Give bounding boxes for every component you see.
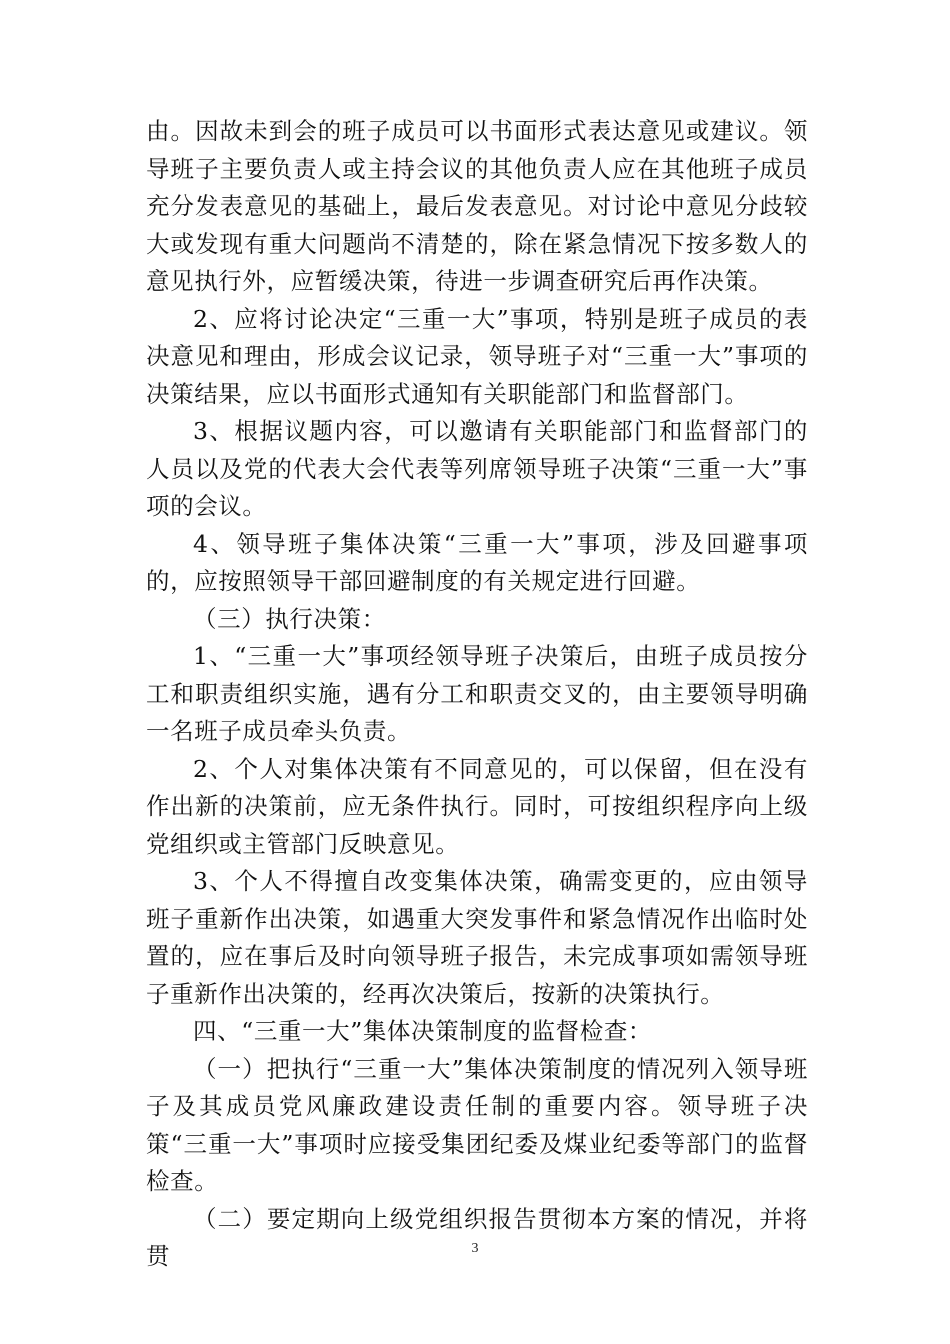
paragraph-item-4-recusal: 4、领导班子集体决策“三重一大”事项，涉及回避事项的，应按照领导干部回避制度的有关规定进行回避。 [146, 529, 808, 595]
section-heading-execute-decision: （三）执行决策： [193, 604, 386, 633]
document-body [146, 113, 808, 1276]
paragraph-exec-item-2: 2、个人对集体决策有不同意见的，可以保留，但在没有作出新的决策前，应无条件执行。同时，可按组织程序向上级党组织或主管部门反映意见。 [146, 754, 808, 858]
paragraph-exec-item-1: 1、“三重一大”事项经领导班子决策后，由班子成员按分工和职责组织实施，遇有分工和职责交叉的，由主要领导明确一名班子成员牵头负责。 [146, 642, 808, 745]
paragraph-supervision-item-1: （一）把执行“三重一大”集体决策制度的情况列入领导班子及其成员党风廉政建设责任制的重要内容。领导班子决策“三重一大”事项时应接受集团纪委及煤业纪委等部门的监督检查。 [146, 1054, 808, 1195]
paragraph-item-3-attendees: 3、根据议题内容，可以邀请有关职能部门和监督部门的人员以及党的代表大会代表等列席领导班子决策“三重一大”事项的会议。 [146, 417, 808, 520]
paragraph-continuation: 由。因故未到会的班子成员可以书面形式表达意见或建议。领导班子主要负责人或主持会议的其他负责人应在其他班子成员充分发表意见的基础上，最后发表意见。对讨论中意见分歧较大或发现有重大问题尚不清楚的，除在紧急情况下按多数人的意见执行外，应暂缓决策，待进一步调查研究后再作决策。 [146, 117, 808, 295]
paragraph-exec-item-3: 3、个人不得擅自改变集体决策，确需变更的，应由领导班子重新作出决策，如遇重大突发事件和紧急情况作出临时处置的，应在事后及时向领导班子报告，未完成事项如需领导班子重新作出决策的，经再次决策后，按新的决策执行。 [146, 867, 808, 1008]
paragraph-item-2-meeting-record: 2、应将讨论决定“三重一大”事项，特别是班子成员的表决意见和理由，形成会议记录，领导班子对“三重一大”事项的决策结果，应以书面形式通知有关职能部门和监督部门。 [146, 304, 808, 408]
section-heading-supervision: 四、“三重一大”集体决策制度的监督检查： [193, 1017, 653, 1045]
page-number: 3 [471, 1241, 479, 1256]
paragraph-supervision-item-2: （二）要定期向上级党组织报告贯彻本方案的情况，并将贯 [146, 1204, 808, 1270]
